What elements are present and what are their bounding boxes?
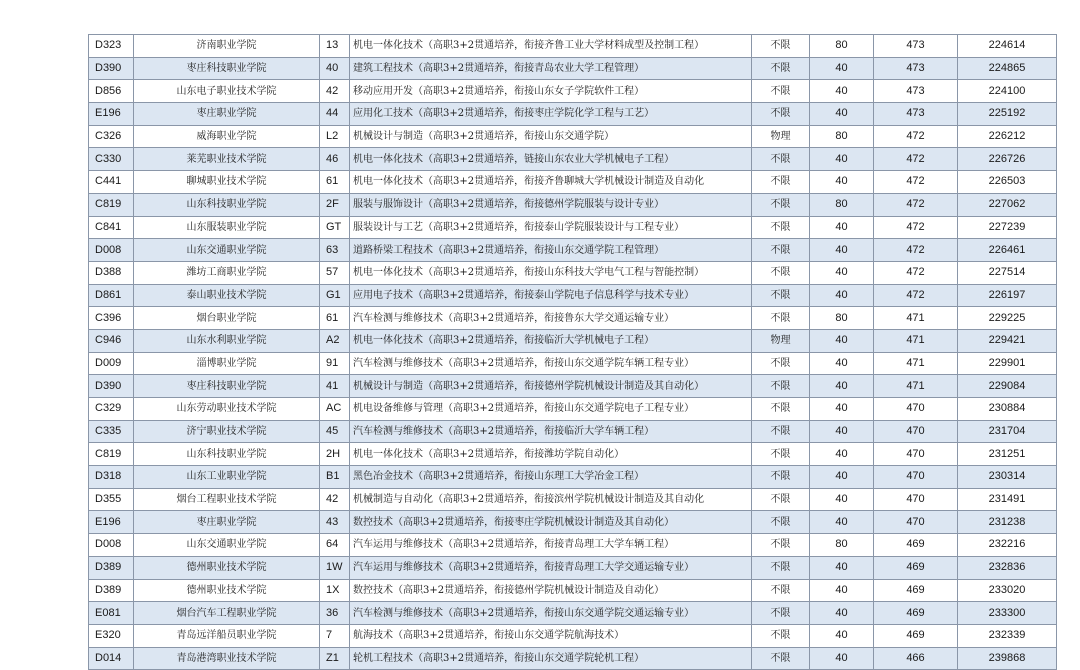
min-rank-cell: 224614 (958, 35, 1057, 58)
major-name-cell: 机电一体化技术（高职3+2贯通培养，链接山东农业大学机械电子工程） (350, 148, 752, 171)
college-code-cell: E320 (89, 624, 134, 647)
subject-requirement-cell: 不限 (752, 375, 810, 398)
min-score-cell: 469 (874, 624, 958, 647)
subject-requirement-cell: 不限 (752, 579, 810, 602)
college-name-cell: 德州职业技术学院 (134, 579, 320, 602)
major-name-cell: 机电一体化技术（高职3+2贯通培养，衔接齐鲁聊城大学机械设计制造及自动化 (350, 171, 752, 194)
table-row (89, 579, 1057, 602)
college-code-cell: C330 (89, 148, 134, 171)
major-code-cell: 46 (320, 148, 350, 171)
college-code-cell: C819 (89, 443, 134, 466)
min-score-cell: 472 (874, 261, 958, 284)
min-rank-cell: 230884 (958, 398, 1057, 421)
college-name-cell: 淄博职业学院 (134, 352, 320, 375)
min-rank-cell: 232216 (958, 534, 1057, 557)
college-name-cell: 枣庄职业学院 (134, 511, 320, 534)
major-code-cell: 40 (320, 57, 350, 80)
subject-requirement-cell: 不限 (752, 352, 810, 375)
min-score-cell: 473 (874, 103, 958, 126)
subject-requirement-cell: 不限 (752, 103, 810, 126)
table-row (89, 216, 1057, 239)
major-code-cell: 64 (320, 534, 350, 557)
table-row (89, 647, 1057, 670)
college-name-cell: 山东服装职业学院 (134, 216, 320, 239)
major-name-cell: 应用电子技术（高职3+2贯通培养，衔接泰山学院电子信息科学与技术专业） (350, 284, 752, 307)
plan-count-cell: 40 (810, 647, 874, 670)
subject-requirement-cell: 不限 (752, 261, 810, 284)
min-score-cell: 466 (874, 647, 958, 670)
major-name-cell: 机械设计与制造（高职3+2贯通培养，衔接山东交通学院） (350, 125, 752, 148)
min-score-cell: 470 (874, 443, 958, 466)
subject-requirement-cell: 不限 (752, 284, 810, 307)
major-code-cell: 42 (320, 488, 350, 511)
major-code-cell: 7 (320, 624, 350, 647)
table-row (89, 375, 1057, 398)
college-code-cell: C326 (89, 125, 134, 148)
college-code-cell: C819 (89, 193, 134, 216)
admission-table-sheet (88, 34, 1026, 670)
major-name-cell: 机电一体化技术（高职3+2贯通培养，衔接潍坊学院自动化） (350, 443, 752, 466)
college-code-cell: D861 (89, 284, 134, 307)
subject-requirement-cell: 不限 (752, 148, 810, 171)
plan-count-cell: 40 (810, 488, 874, 511)
plan-count-cell: 80 (810, 35, 874, 58)
college-code-cell: D355 (89, 488, 134, 511)
college-name-cell: 山东电子职业技术学院 (134, 80, 320, 103)
subject-requirement-cell: 不限 (752, 556, 810, 579)
college-name-cell: 山东水利职业学院 (134, 329, 320, 352)
plan-count-cell: 40 (810, 420, 874, 443)
plan-count-cell: 40 (810, 579, 874, 602)
min-score-cell: 469 (874, 579, 958, 602)
major-name-cell: 汽车运用与维修技术（高职3+2贯通培养，衔接青岛理工大学车辆工程） (350, 534, 752, 557)
major-name-cell: 航海技术（高职3+2贯通培养，衔接山东交通学院航海技术） (350, 624, 752, 647)
college-name-cell: 威海职业学院 (134, 125, 320, 148)
plan-count-cell: 40 (810, 171, 874, 194)
table-body (89, 35, 1057, 670)
table-row (89, 398, 1057, 421)
major-name-cell: 机械制造与自动化（高职3+2贯通培养，衔接滨州学院机械设计制造及其自动化 (350, 488, 752, 511)
table-row (89, 329, 1057, 352)
college-code-cell: D008 (89, 239, 134, 262)
min-rank-cell: 232339 (958, 624, 1057, 647)
min-rank-cell: 224100 (958, 80, 1057, 103)
college-code-cell: D008 (89, 534, 134, 557)
min-score-cell: 470 (874, 488, 958, 511)
table-row (89, 261, 1057, 284)
table-row (89, 307, 1057, 330)
subject-requirement-cell: 不限 (752, 193, 810, 216)
college-name-cell: 潍坊工商职业学院 (134, 261, 320, 284)
major-name-cell: 数控技术（高职3+2贯通培养，衔接枣庄学院机械设计制造及其自动化） (350, 511, 752, 534)
major-name-cell: 机电一体化技术（高职3+2贯通培养，衔接山东科技大学电气工程与智能控制） (350, 261, 752, 284)
major-code-cell: Z1 (320, 647, 350, 670)
table-row (89, 125, 1057, 148)
plan-count-cell: 40 (810, 375, 874, 398)
min-score-cell: 473 (874, 80, 958, 103)
min-score-cell: 472 (874, 171, 958, 194)
plan-count-cell: 40 (810, 602, 874, 625)
min-rank-cell: 233300 (958, 602, 1057, 625)
subject-requirement-cell: 不限 (752, 239, 810, 262)
min-rank-cell: 230314 (958, 466, 1057, 489)
major-name-cell: 机电一体化技术（高职3+2贯通培养，衔接齐鲁工业大学材料成型及控制工程） (350, 35, 752, 58)
subject-requirement-cell: 不限 (752, 171, 810, 194)
major-name-cell: 汽车检测与维修技术（高职3+2贯通培养，衔接鲁东大学交通运输专业） (350, 307, 752, 330)
plan-count-cell: 40 (810, 103, 874, 126)
subject-requirement-cell: 不限 (752, 511, 810, 534)
plan-count-cell: 40 (810, 624, 874, 647)
major-code-cell: 1X (320, 579, 350, 602)
college-code-cell: E081 (89, 602, 134, 625)
table-row (89, 488, 1057, 511)
min-score-cell: 470 (874, 420, 958, 443)
table-row (89, 420, 1057, 443)
min-rank-cell: 231491 (958, 488, 1057, 511)
plan-count-cell: 40 (810, 261, 874, 284)
min-rank-cell: 229084 (958, 375, 1057, 398)
college-code-cell: D323 (89, 35, 134, 58)
major-code-cell: 44 (320, 103, 350, 126)
college-code-cell: D389 (89, 579, 134, 602)
min-rank-cell: 227514 (958, 261, 1057, 284)
table-row (89, 148, 1057, 171)
table-row (89, 624, 1057, 647)
college-name-cell: 烟台汽车工程职业学院 (134, 602, 320, 625)
table-row (89, 35, 1057, 58)
min-rank-cell: 229901 (958, 352, 1057, 375)
subject-requirement-cell: 不限 (752, 534, 810, 557)
major-code-cell: 61 (320, 171, 350, 194)
min-score-cell: 471 (874, 307, 958, 330)
major-name-cell: 黑色冶金技术（高职3+2贯通培养，衔接山东理工大学冶金工程） (350, 466, 752, 489)
subject-requirement-cell: 物理 (752, 329, 810, 352)
major-name-cell: 汽车检测与维修技术（高职3+2贯通培养，衔接山东交通学院交通运输专业） (350, 602, 752, 625)
major-name-cell: 道路桥梁工程技术（高职3+2贯通培养，衔接山东交通学院工程管理） (350, 239, 752, 262)
major-code-cell: 2F (320, 193, 350, 216)
plan-count-cell: 40 (810, 148, 874, 171)
college-name-cell: 青岛港湾职业技术学院 (134, 647, 320, 670)
min-score-cell: 470 (874, 466, 958, 489)
major-code-cell: L2 (320, 125, 350, 148)
plan-count-cell: 40 (810, 57, 874, 80)
table-row (89, 352, 1057, 375)
plan-count-cell: 40 (810, 511, 874, 534)
plan-count-cell: 40 (810, 443, 874, 466)
college-name-cell: 枣庄职业学院 (134, 103, 320, 126)
min-score-cell: 470 (874, 398, 958, 421)
subject-requirement-cell: 不限 (752, 466, 810, 489)
min-score-cell: 471 (874, 375, 958, 398)
table-row (89, 511, 1057, 534)
college-code-cell: E196 (89, 103, 134, 126)
college-name-cell: 济南职业学院 (134, 35, 320, 58)
major-code-cell: 2H (320, 443, 350, 466)
major-name-cell: 汽车运用与维修技术（高职3+2贯通培养，衔接青岛理工大学交通运输专业） (350, 556, 752, 579)
min-score-cell: 473 (874, 57, 958, 80)
plan-count-cell: 40 (810, 284, 874, 307)
major-code-cell: G1 (320, 284, 350, 307)
min-score-cell: 472 (874, 148, 958, 171)
subject-requirement-cell: 不限 (752, 216, 810, 239)
major-code-cell: 43 (320, 511, 350, 534)
plan-count-cell: 80 (810, 307, 874, 330)
major-code-cell: 42 (320, 80, 350, 103)
min-score-cell: 469 (874, 556, 958, 579)
college-code-cell: C441 (89, 171, 134, 194)
table-row (89, 80, 1057, 103)
major-name-cell: 服装与服饰设计（高职3+2贯通培养，衔接德州学院服装与设计专业） (350, 193, 752, 216)
major-name-cell: 应用化工技术（高职3+2贯通培养，衔接枣庄学院化学工程与工艺） (350, 103, 752, 126)
plan-count-cell: 40 (810, 466, 874, 489)
min-score-cell: 469 (874, 602, 958, 625)
major-code-cell: 13 (320, 35, 350, 58)
subject-requirement-cell: 不限 (752, 443, 810, 466)
college-name-cell: 济宁职业技术学院 (134, 420, 320, 443)
major-name-cell: 机械设计与制造（高职3+2贯通培养，衔接德州学院机械设计制造及其自动化） (350, 375, 752, 398)
college-code-cell: C396 (89, 307, 134, 330)
min-rank-cell: 231238 (958, 511, 1057, 534)
min-rank-cell: 226503 (958, 171, 1057, 194)
min-rank-cell: 232836 (958, 556, 1057, 579)
college-name-cell: 聊城职业技术学院 (134, 171, 320, 194)
min-rank-cell: 231251 (958, 443, 1057, 466)
college-name-cell: 德州职业技术学院 (134, 556, 320, 579)
plan-count-cell: 80 (810, 125, 874, 148)
major-code-cell: AC (320, 398, 350, 421)
college-code-cell: D009 (89, 352, 134, 375)
major-code-cell: 1W (320, 556, 350, 579)
table-row (89, 602, 1057, 625)
college-code-cell: C329 (89, 398, 134, 421)
plan-count-cell: 40 (810, 80, 874, 103)
college-name-cell: 枣庄科技职业学院 (134, 375, 320, 398)
plan-count-cell: 40 (810, 216, 874, 239)
min-score-cell: 472 (874, 193, 958, 216)
min-rank-cell: 226197 (958, 284, 1057, 307)
min-score-cell: 472 (874, 239, 958, 262)
subject-requirement-cell: 物理 (752, 125, 810, 148)
plan-count-cell: 40 (810, 239, 874, 262)
min-rank-cell: 227062 (958, 193, 1057, 216)
college-code-cell: C841 (89, 216, 134, 239)
college-code-cell: D389 (89, 556, 134, 579)
table-row (89, 171, 1057, 194)
min-rank-cell: 226212 (958, 125, 1057, 148)
college-code-cell: D390 (89, 57, 134, 80)
subject-requirement-cell: 不限 (752, 398, 810, 421)
subject-requirement-cell: 不限 (752, 57, 810, 80)
major-code-cell: 41 (320, 375, 350, 398)
major-code-cell: 57 (320, 261, 350, 284)
college-code-cell: D390 (89, 375, 134, 398)
college-name-cell: 烟台工程职业技术学院 (134, 488, 320, 511)
subject-requirement-cell: 不限 (752, 420, 810, 443)
subject-requirement-cell: 不限 (752, 307, 810, 330)
major-name-cell: 建筑工程技术（高职3+2贯通培养，衔接青岛农业大学工程管理） (350, 57, 752, 80)
min-rank-cell: 226461 (958, 239, 1057, 262)
major-code-cell: 45 (320, 420, 350, 443)
major-name-cell: 服装设计与工艺（高职3+2贯通培养，衔接泰山学院服装设计与工程专业） (350, 216, 752, 239)
college-name-cell: 山东科技职业学院 (134, 193, 320, 216)
table-row (89, 556, 1057, 579)
college-name-cell: 山东劳动职业技术学院 (134, 398, 320, 421)
table-row (89, 193, 1057, 216)
subject-requirement-cell: 不限 (752, 80, 810, 103)
min-rank-cell: 233020 (958, 579, 1057, 602)
table-row (89, 57, 1057, 80)
major-name-cell: 汽车检测与维修技术（高职3+2贯通培养，衔接山东交通学院车辆工程专业） (350, 352, 752, 375)
min-rank-cell: 226726 (958, 148, 1057, 171)
major-code-cell: 91 (320, 352, 350, 375)
min-score-cell: 469 (874, 534, 958, 557)
min-score-cell: 472 (874, 216, 958, 239)
college-name-cell: 莱芜职业技术学院 (134, 148, 320, 171)
college-code-cell: E196 (89, 511, 134, 534)
plan-count-cell: 80 (810, 193, 874, 216)
min-score-cell: 472 (874, 284, 958, 307)
subject-requirement-cell: 不限 (752, 624, 810, 647)
min-rank-cell: 229421 (958, 329, 1057, 352)
college-code-cell: D388 (89, 261, 134, 284)
table-row (89, 103, 1057, 126)
table-row (89, 284, 1057, 307)
college-name-cell: 山东科技职业学院 (134, 443, 320, 466)
table-row (89, 534, 1057, 557)
college-name-cell: 青岛远洋船员职业学院 (134, 624, 320, 647)
min-score-cell: 472 (874, 125, 958, 148)
major-code-cell: A2 (320, 329, 350, 352)
major-name-cell: 机电一体化技术（高职3+2贯通培养，衔接临沂大学机械电子工程） (350, 329, 752, 352)
table-row (89, 443, 1057, 466)
college-name-cell: 山东工业职业学院 (134, 466, 320, 489)
plan-count-cell: 40 (810, 556, 874, 579)
major-code-cell: 63 (320, 239, 350, 262)
major-name-cell: 机电设备维修与管理（高职3+2贯通培养，衔接山东交通学院电子工程专业） (350, 398, 752, 421)
subject-requirement-cell: 不限 (752, 488, 810, 511)
college-name-cell: 枣庄科技职业学院 (134, 57, 320, 80)
major-code-cell: GT (320, 216, 350, 239)
major-name-cell: 数控技术（高职3+2贯通培养，衔接德州学院机械设计制造及自动化） (350, 579, 752, 602)
subject-requirement-cell: 不限 (752, 647, 810, 670)
major-code-cell: 36 (320, 602, 350, 625)
college-name-cell: 烟台职业学院 (134, 307, 320, 330)
college-name-cell: 山东交通职业学院 (134, 239, 320, 262)
min-score-cell: 473 (874, 35, 958, 58)
major-name-cell: 汽车检测与维修技术（高职3+2贯通培养，衔接临沂大学车辆工程） (350, 420, 752, 443)
major-name-cell: 轮机工程技术（高职3+2贯通培养，衔接山东交通学院轮机工程） (350, 647, 752, 670)
college-code-cell: C946 (89, 329, 134, 352)
subject-requirement-cell: 不限 (752, 602, 810, 625)
min-score-cell: 471 (874, 329, 958, 352)
college-code-cell: D856 (89, 80, 134, 103)
plan-count-cell: 40 (810, 352, 874, 375)
admission-table (88, 34, 1057, 670)
subject-requirement-cell: 不限 (752, 35, 810, 58)
min-rank-cell: 231704 (958, 420, 1057, 443)
min-rank-cell: 239868 (958, 647, 1057, 670)
plan-count-cell: 80 (810, 534, 874, 557)
college-code-cell: D318 (89, 466, 134, 489)
major-code-cell: 61 (320, 307, 350, 330)
college-name-cell: 泰山职业技术学院 (134, 284, 320, 307)
major-name-cell: 移动应用开发（高职3+2贯通培养，衔接山东女子学院软件工程） (350, 80, 752, 103)
plan-count-cell: 40 (810, 329, 874, 352)
plan-count-cell: 40 (810, 398, 874, 421)
min-rank-cell: 224865 (958, 57, 1057, 80)
min-score-cell: 470 (874, 511, 958, 534)
min-rank-cell: 227239 (958, 216, 1057, 239)
table-row (89, 239, 1057, 262)
major-code-cell: B1 (320, 466, 350, 489)
min-rank-cell: 229225 (958, 307, 1057, 330)
college-code-cell: D014 (89, 647, 134, 670)
college-name-cell: 山东交通职业学院 (134, 534, 320, 557)
college-code-cell: C335 (89, 420, 134, 443)
min-score-cell: 471 (874, 352, 958, 375)
min-rank-cell: 225192 (958, 103, 1057, 126)
table-row (89, 466, 1057, 489)
